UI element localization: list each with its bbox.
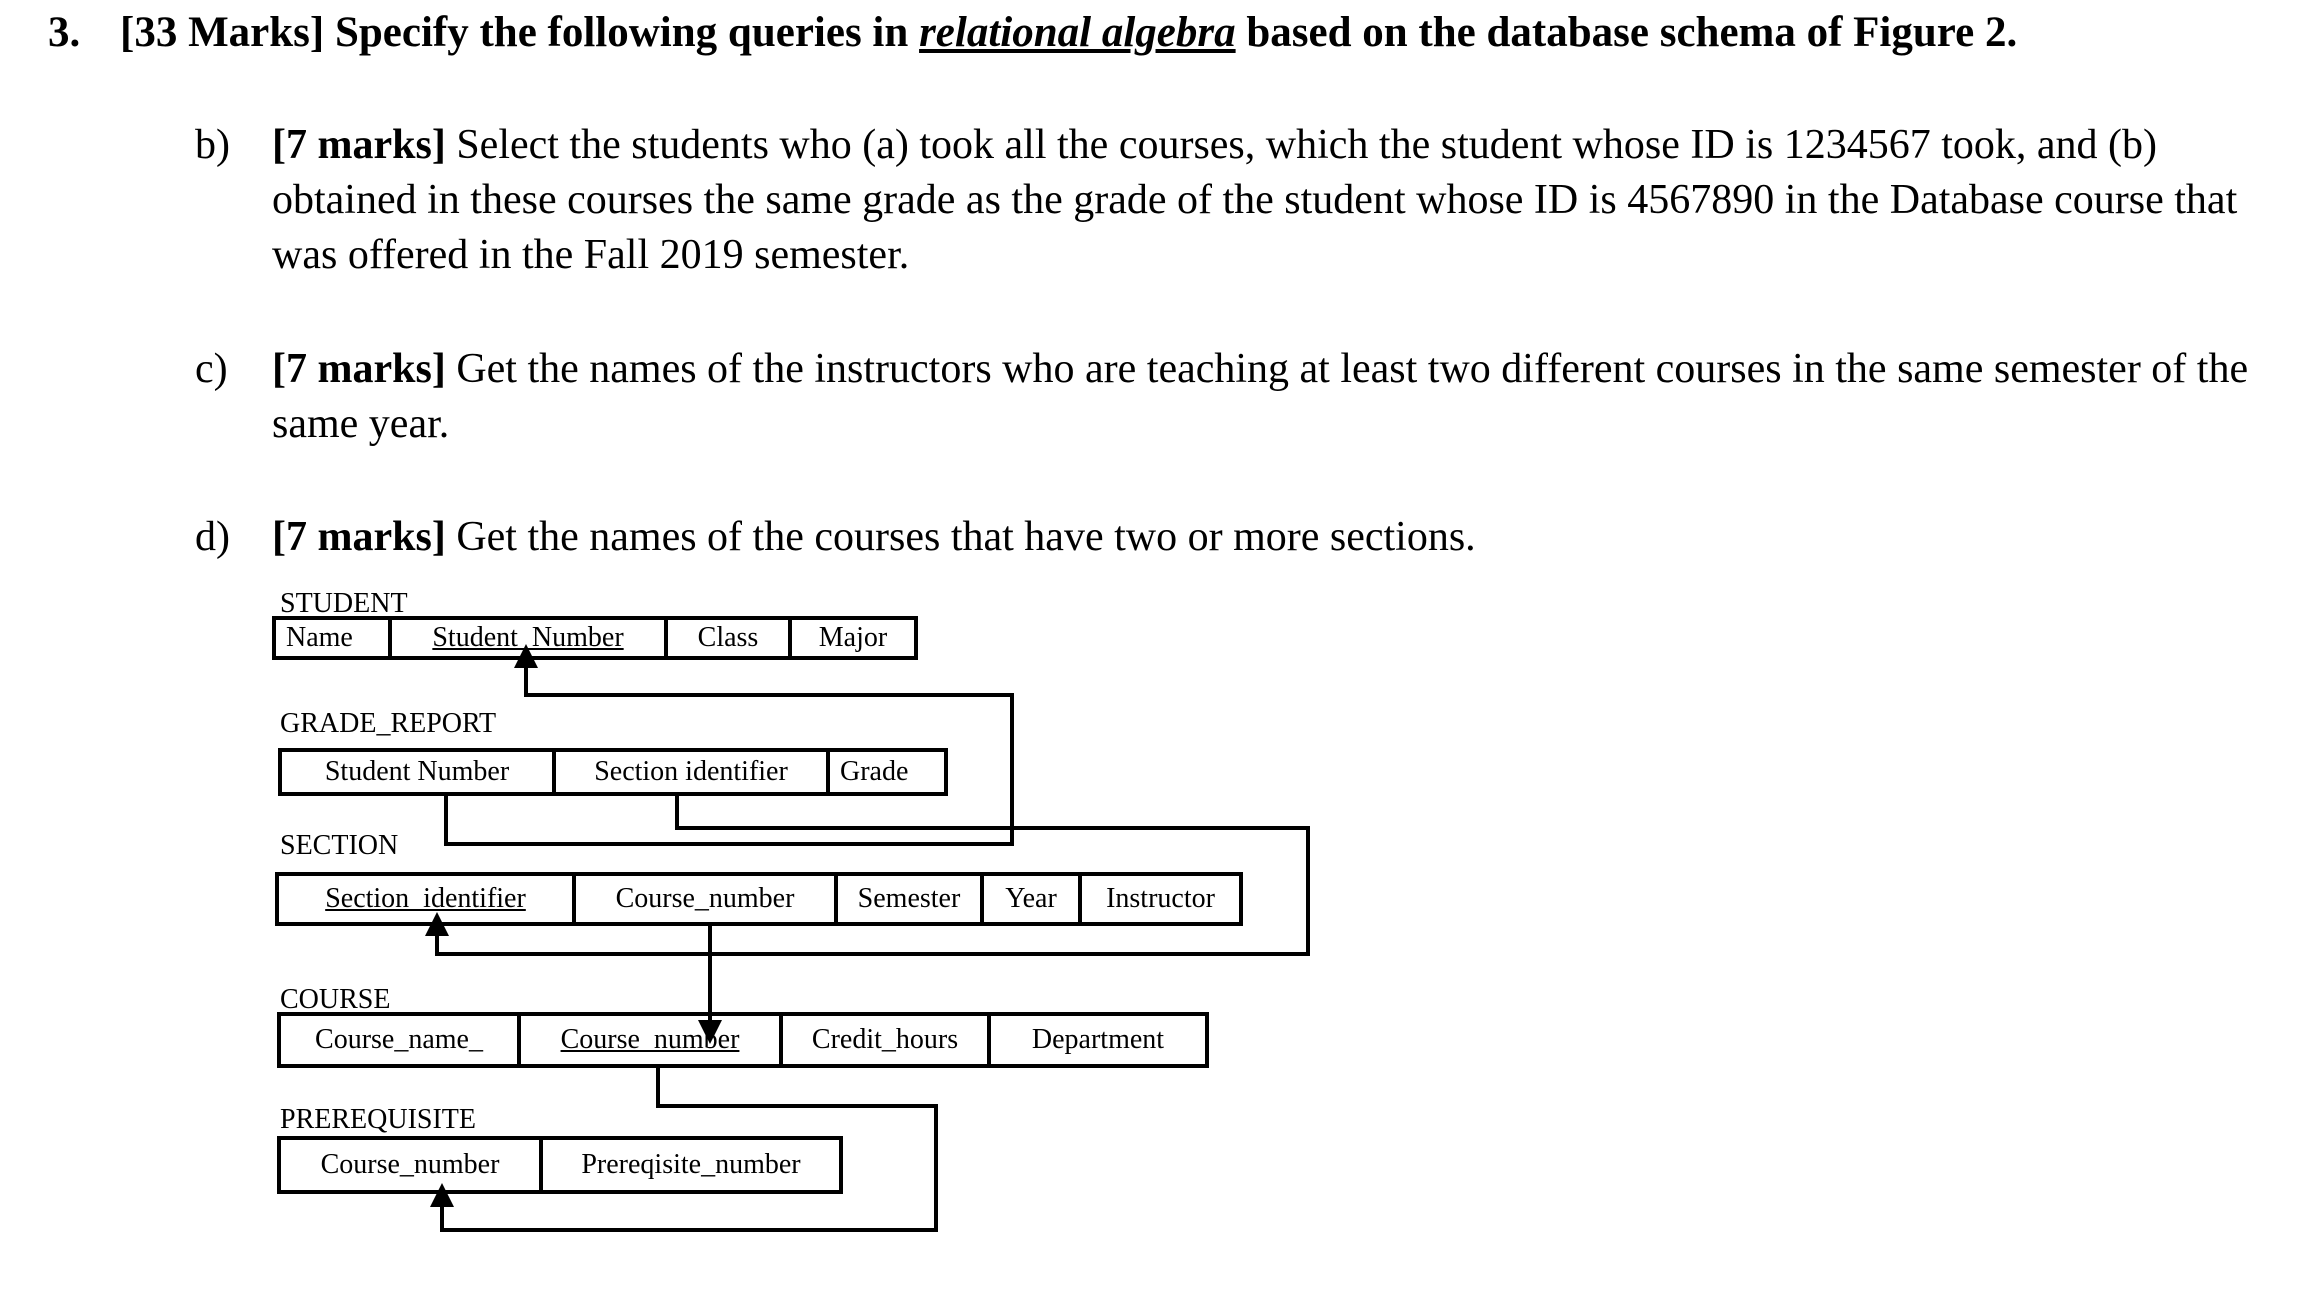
question-number: 3.: [48, 9, 81, 56]
question-letter: d): [195, 514, 230, 560]
attr-student-number: Student Number: [324, 756, 510, 787]
attr-year: Year: [980, 876, 1078, 922]
relation-label-course: COURSE: [280, 984, 391, 1015]
attr-student-number-key: Student_Number: [388, 620, 664, 656]
attr-class: Class: [664, 620, 788, 656]
relation-label-student: STUDENT: [280, 588, 408, 619]
attr-grade: Grade: [826, 752, 944, 792]
relation-prerequisite: [277, 1136, 843, 1194]
attr-semester: Semester: [834, 876, 980, 922]
question-marks: [7 marks]: [272, 514, 446, 560]
question-letter: b): [195, 122, 230, 168]
attr-prereq-course-number: Course_number: [320, 1149, 500, 1180]
question-text: Select the students who (a) took all the courses, which the student whose ID is 1234567 took, and (b) obtained in these courses the same grade as the grade of the student whose ID is 4567890 in the Database course that was offered in the Fall 2019 semester.: [272, 122, 2238, 278]
attr-course-number-key: Course_number: [517, 1016, 779, 1064]
question-text: Get the names of the instructors who are teaching at least two different courses in the same semester of the same year.: [272, 346, 2249, 447]
attr-instructor: Instructor: [1078, 876, 1239, 922]
question-letter: c): [195, 346, 228, 392]
relation-label-prerequisite: PREREQUISITE: [280, 1104, 476, 1135]
question-marks: [7 marks]: [272, 346, 446, 392]
heading-emphasis: relational algebra: [919, 9, 1236, 56]
attr-department: Department: [987, 1016, 1205, 1064]
question-marks: [7 marks]: [272, 122, 446, 168]
attr-section-identifier: Section identifier: [552, 752, 826, 792]
attr-course-number: Course_number: [572, 876, 834, 922]
attr-major: Major: [788, 620, 914, 656]
attr-name: Name: [286, 622, 353, 653]
heading-suffix: based on the database schema of Figure 2.: [1246, 9, 2018, 56]
heading-prefix: [33 Marks] Specify the following queries in: [120, 9, 909, 56]
relation-course: [277, 1012, 1209, 1068]
attr-prerequisite-number: Prereqisite_number: [539, 1140, 839, 1190]
attr-credit-hours: Credit_hours: [779, 1016, 987, 1064]
attr-section-identifier-key: Section_identifier: [325, 883, 526, 914]
relation-label-grade-report: GRADE_REPORT: [280, 708, 497, 739]
relation-student: [272, 616, 918, 660]
relation-grade-report: [278, 748, 948, 796]
question-text: Get the names of the courses that have two or more sections.: [456, 514, 1476, 560]
attr-course-name: Course_name_: [315, 1024, 483, 1055]
relation-section: [275, 872, 1243, 926]
relation-label-section: SECTION: [280, 830, 399, 861]
